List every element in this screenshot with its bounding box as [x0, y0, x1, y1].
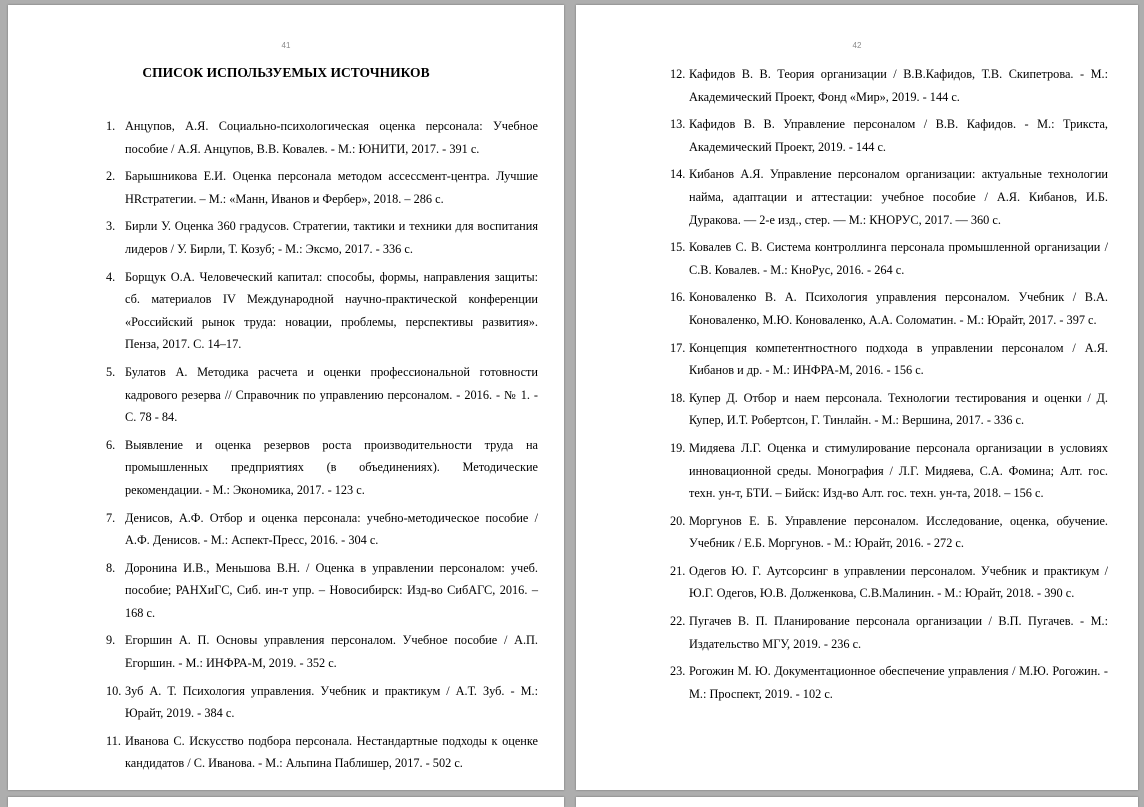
- list-item: [670, 286, 1108, 331]
- next-page-edge-left: [8, 797, 564, 807]
- reference-text: Иванова С. Искусство подбора персонала. Нестандартные подходы к оценке кандидатов / С. Иванова. - М.: Альпина Паблишер, 2017. - 502 с.: [125, 733, 538, 771]
- reference-text: Булатов А. Методика расчета и оценки профессиональной готовности кадрового резерва // Справочник по управлению персоналом. - 2016. - № 1. - С. 78 - 84.: [125, 364, 538, 425]
- next-page-edge-right: [576, 797, 1138, 807]
- reference-number: 19.: [670, 440, 686, 455]
- reference-number: 15.: [670, 240, 686, 255]
- reference-text: Моргунов Е. Б. Управление персоналом. Исследование, оценка, обучение. Учебник / Е.Б. Моргунов. - М.: Юрайт, 2016. - 272 с.: [689, 513, 1108, 551]
- list-item: [106, 165, 538, 210]
- list-item: [670, 610, 1108, 655]
- list-item: [670, 337, 1108, 382]
- reference-text: Доронина И.В., Меньшова В.Н. / Оценка в управлении персоналом: учеб. пособие; РАНХиГС, Сиб. ин-т упр. – Новосибирск: Изд-во СибАГС, 2016. – 168 с.: [125, 560, 538, 620]
- reference-number: 16.: [670, 290, 686, 305]
- list-item: [106, 266, 538, 356]
- reference-number: 9.: [106, 633, 116, 648]
- reference-number: 13.: [670, 117, 686, 132]
- list-item: [670, 63, 1108, 108]
- reference-text: Кафидов В. В. Управление персоналом / В.В. Кафидов. - М.: Трикста, Академический Проект, 2019. - 144 с.: [689, 117, 1108, 154]
- reference-text: Борщук О.А. Человеческий капитал: способы, формы, направления защиты: сб. материалов IV Международной научно-практической конференции «Российский рынок труда: новации, проблемы, перспективы развития». Пенза, 2017. С. 14–17.: [125, 269, 538, 352]
- list-item: [670, 660, 1108, 705]
- list-item: [670, 163, 1108, 231]
- reference-number: 3.: [106, 219, 116, 234]
- reference-number: 11.: [106, 733, 121, 748]
- reference-number: 12.: [670, 67, 686, 81]
- list-item: [106, 361, 538, 429]
- list-item: [670, 236, 1108, 281]
- list-item: [106, 215, 538, 260]
- reference-number: 17.: [670, 340, 686, 355]
- reference-number: 2.: [106, 169, 116, 184]
- reference-text: Денисов, А.Ф. Отбор и оценка персонала: учебно-методическое пособие / А.Ф. Денисов. - М.: Аспект-Пресс, 2016. - 304 с.: [125, 510, 538, 548]
- reference-text: Пугачев В. П. Планирование персонала организации / В.П. Пугачев. - М.: Издательство МГУ, 2019. - 236 с.: [689, 614, 1108, 651]
- reference-number: 14.: [670, 167, 686, 182]
- reference-number: 7.: [106, 510, 116, 525]
- list-item: [106, 730, 538, 775]
- reference-number: 1.: [106, 119, 116, 133]
- reference-number: 21.: [670, 563, 686, 578]
- reference-text: Одегов Ю. Г. Аутсорсинг в управлении персоналом. Учебник и практикум / Ю.Г. Одегов, Ю.В. Долженкова, С.В.Малинин. - М.: Юрайт, 2018. - 390 с.: [689, 563, 1108, 601]
- reference-number: 18.: [670, 390, 686, 405]
- reference-number: 23.: [670, 664, 686, 679]
- reference-text: Барышникова Е.И. Оценка персонала методом ассессмент-центра. Лучшие HRстратегии. – М.: «Манн, Иванов и Фербер», 2018. – 286 с.: [125, 169, 538, 206]
- reference-list: [106, 115, 538, 780]
- reference-text: Зуб А. Т. Психология управления. Учебник и практикум / А.Т. Зуб. - М.: Юрайт, 2019. - 384 с.: [125, 683, 538, 721]
- reference-text: Мидяева Л.Г. Оценка и стимулирование персонала организации в условиях инновационной среды. Монография / Л.Г. Мидяева, С.А. Фомина; Алт. гос. техн. ун-т, БТИ. – Бийск: Изд-во Алт. гос. техн. ун-та, 2018. – 156 с.: [689, 440, 1108, 501]
- reference-number: 20.: [670, 513, 686, 528]
- list-item: [106, 629, 538, 674]
- list-item: [670, 510, 1108, 555]
- reference-number: 5.: [106, 364, 116, 379]
- list-item: [670, 560, 1108, 605]
- reference-list: [670, 63, 1108, 710]
- document-page-41: [8, 5, 564, 790]
- list-item: [670, 113, 1108, 158]
- reference-number: 6.: [106, 437, 116, 452]
- document-page-42: [576, 5, 1138, 790]
- reference-number: 8.: [106, 560, 116, 575]
- reference-text: Кафидов В. В. Теория организации / В.В.Кафидов, Т.В. Скипетрова. - М.: Академический Проект, Фонд «Мир», 2019. - 144 с.: [689, 67, 1108, 104]
- reference-number: 4.: [106, 269, 116, 284]
- reference-text: Ковалев С. В. Система контроллинга персонала промышленной организации / С.В. Ковалев. - М.: КноРус, 2016. - 264 с.: [689, 240, 1108, 277]
- reference-text: Концепция компетентностного подхода в управлении персоналом / А.Я. Кибанов и др. - М.: ИНФРА-М, 2016. - 156 с.: [689, 340, 1108, 378]
- page-number: 41: [281, 41, 291, 50]
- list-item: [106, 507, 538, 552]
- list-item: [106, 680, 538, 725]
- list-item: [670, 437, 1108, 505]
- reference-text: Коноваленко В. А. Психология управления персоналом. Учебник / В.А. Коноваленко, М.Ю. Коноваленко, А.А. Соломатин. - М.: Юрайт, 2017. - 397 с.: [689, 290, 1108, 327]
- page-title: СПИСОК ИСПОЛЬЗУЕМЫХ ИСТОЧНИКОВ: [142, 65, 430, 80]
- page-number: 42: [852, 41, 862, 50]
- list-item: [106, 115, 538, 160]
- reference-text: Кибанов А.Я. Управление персоналом организации: актуальные технологии найма, адаптации и аттестации: учебное пособие / А.Я. Кибанов, И.Б. Дуракова. — 2-е изд., стер. — М.: КНОРУС, 2017. — 360 с.: [689, 167, 1108, 227]
- list-item: [106, 557, 538, 625]
- reference-text: Бирли У. Оценка 360 градусов. Стратегии, тактики и техники для воспитания лидеров / У. Бирли, Т. Козуб; - М.: Эксмо, 2017. - 336 с.: [125, 219, 538, 256]
- list-item: [670, 387, 1108, 432]
- reference-text: Егоршин А. П. Основы управления персоналом. Учебное пособие / А.П. Егоршин. - М.: ИНФРА-М, 2019. - 352 с.: [125, 633, 538, 671]
- reference-number: 22.: [670, 614, 686, 629]
- list-item: [106, 434, 538, 502]
- reference-text: Купер Д. Отбор и наем персонала. Технологии тестирования и оценки / Д. Купер, И.Т. Робертсон, Г. Тинлайн. - М.: Вершина, 2017. - 336 с.: [689, 390, 1108, 428]
- reference-number: 10.: [106, 683, 122, 698]
- reference-text: Рогожин М. Ю. Документационное обеспечение управления / М.Ю. Рогожин. - М.: Проспект, 2019. - 102 с.: [689, 664, 1108, 701]
- reference-text: Анцупов, А.Я. Социально-психологическая оценка персонала: Учебное пособие / А.Я. Анцупов, В.В. Ковалев. - М.: ЮНИТИ, 2017. - 391 с.: [125, 119, 538, 156]
- reference-text: Выявление и оценка резервов роста производительности труда на промышленных предприятиях (в объединениях). Методические рекомендации. - М.: Экономика, 2017. - 123 с.: [125, 437, 538, 497]
